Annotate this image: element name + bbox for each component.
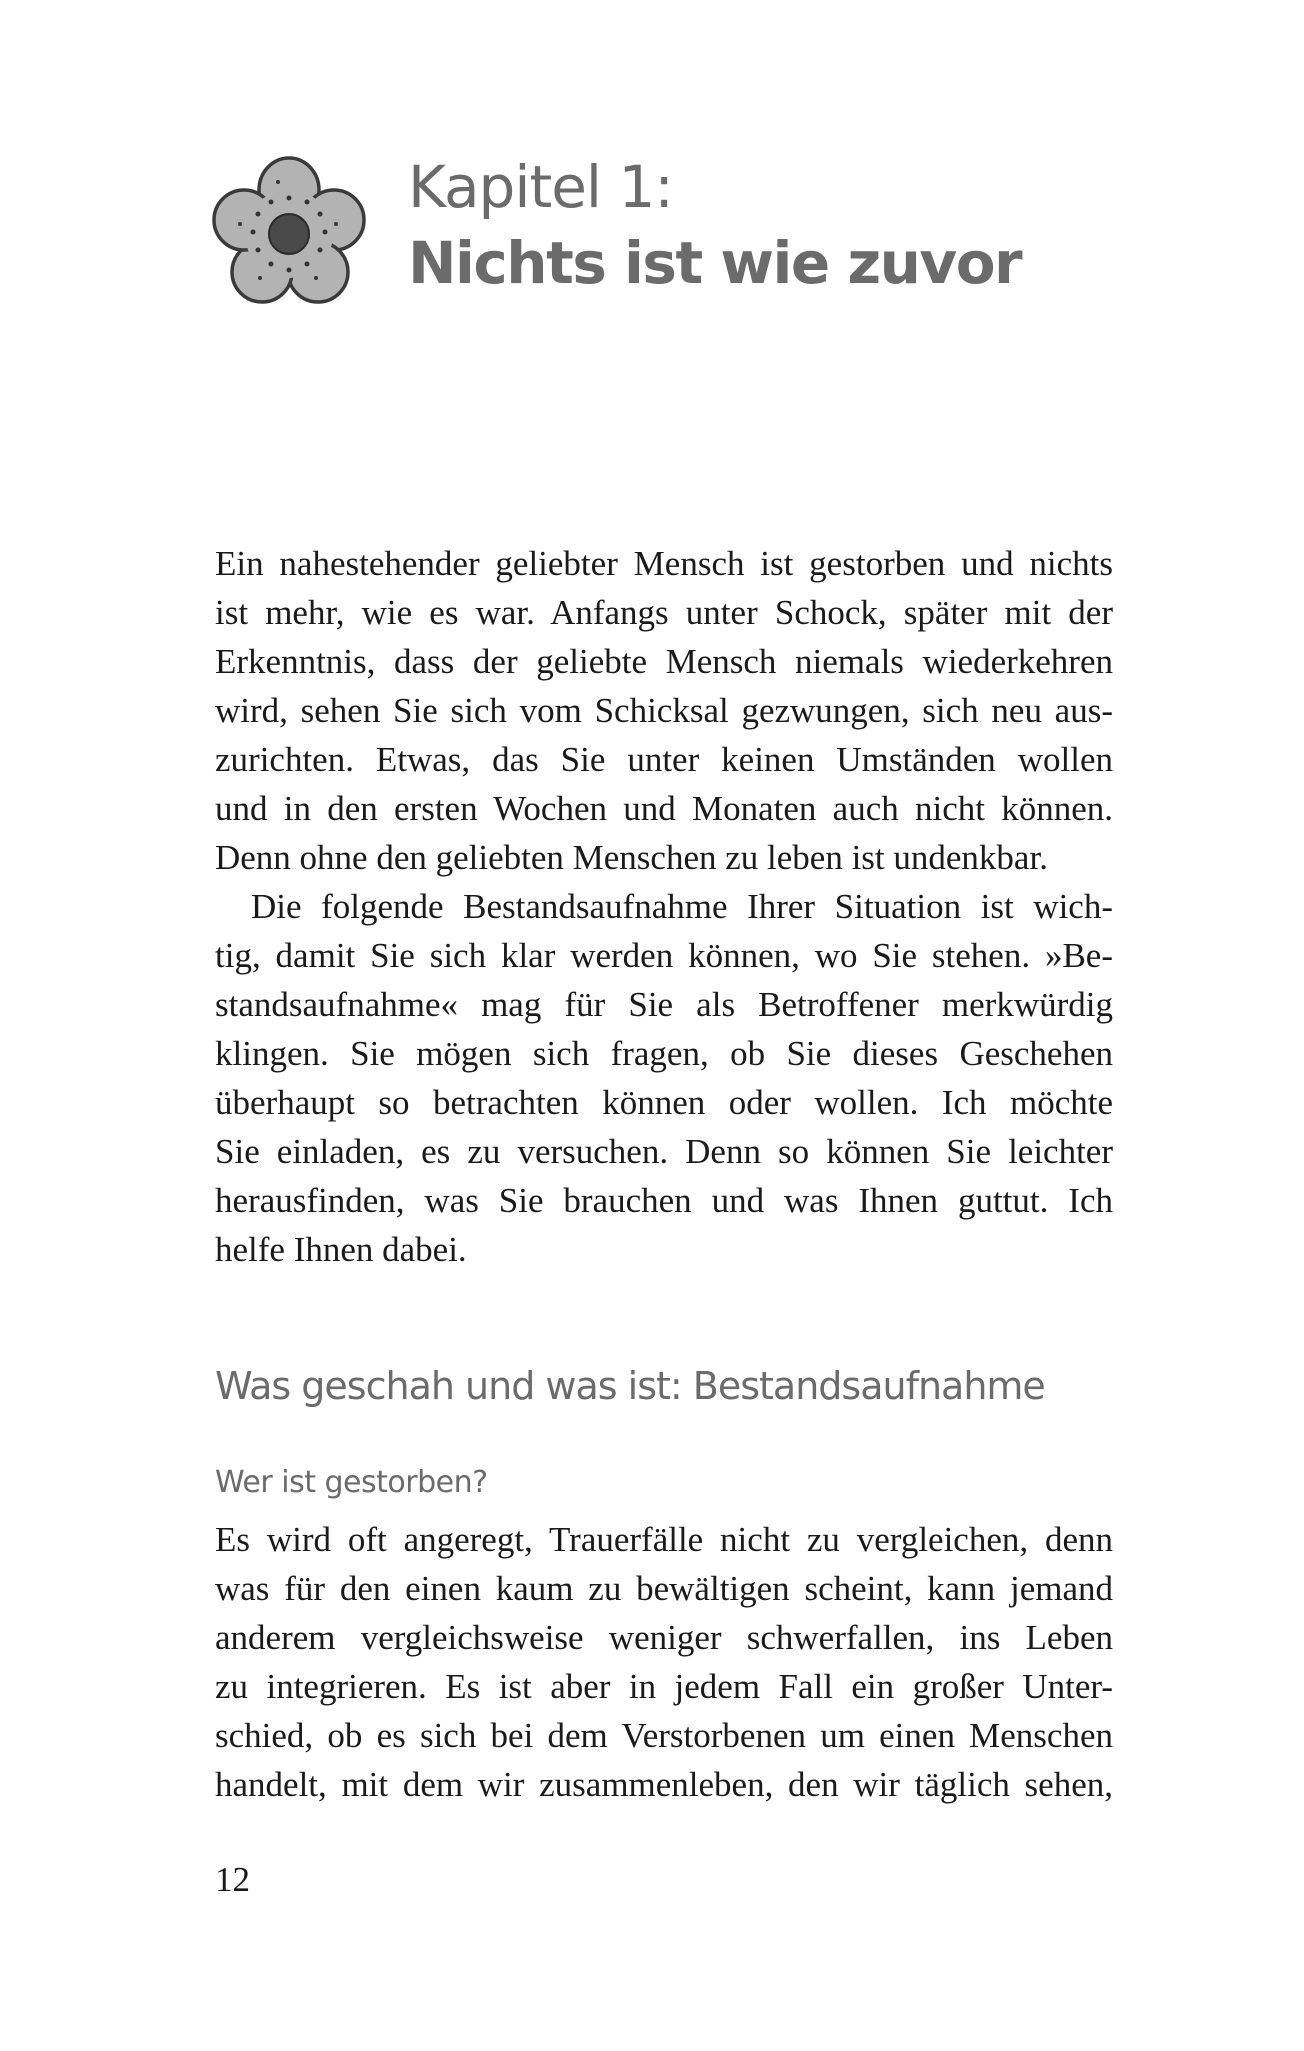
text-line: schied, ob es sich bei dem Verstorbenen um einen Menschen xyxy=(215,1716,1113,1755)
text-line: Sie einladen, es zu versuchen. Denn so können Sie leichter xyxy=(215,1132,1113,1171)
text-line: und in den ersten Wochen und Monaten auch nicht können. xyxy=(215,789,1113,828)
subsection-heading: Wer ist gestorben? xyxy=(215,1465,488,1500)
text-line: Ein nahestehender geliebter Mensch ist gestorben und nichts xyxy=(215,544,1113,583)
page-number: 12 xyxy=(215,1860,250,1899)
text-line: ist mehr, wie es war. Anfangs unter Schock, später mit der xyxy=(215,593,1113,632)
text-line: tig, damit Sie sich klar werden können, wo Sie stehen. »Be- xyxy=(215,936,1113,975)
text-line: Erkenntnis, dass der geliebte Mensch niemals wiederkehren xyxy=(215,642,1113,681)
text-line: anderem vergleichsweise weniger schwerfallen, ins Leben xyxy=(215,1618,1113,1657)
text-line: zurichten. Etwas, das Sie unter keinen Umständen wollen xyxy=(215,740,1113,779)
text-line: überhaupt so betrachten können oder wollen. Ich möchte xyxy=(215,1083,1113,1122)
text-line: helfe Ihnen dabei. xyxy=(215,1230,467,1269)
text-line: was für den einen kaum zu bewältigen scheint, kann jemand xyxy=(215,1569,1113,1608)
section-text xyxy=(215,1515,1113,1809)
chapter-title: Nichts ist wie zuvor xyxy=(408,229,1022,297)
text-line: zu integrieren. Es ist aber in jedem Fall ein großer Unter- xyxy=(215,1667,1113,1706)
text-line: herausfinden, was Sie brauchen und was Ihnen guttut. Ich xyxy=(215,1181,1113,1220)
intro-text xyxy=(215,539,1113,1274)
text-line: handelt, mit dem wir zusammenleben, den wir täglich sehen, xyxy=(215,1765,1113,1804)
section-heading: Was geschah und was ist: Bestandsaufnahme xyxy=(215,1364,1045,1408)
text-line: Es wird oft angeregt, Trauerfälle nicht zu vergleichen, denn xyxy=(215,1520,1113,1559)
text-line: Denn ohne den geliebten Menschen zu leben ist undenkbar. xyxy=(215,838,1048,877)
text-line: Die folgende Bestandsaufnahme Ihrer Situation ist wich- xyxy=(251,887,1113,926)
text-line: standsaufnahme« mag für Sie als Betroffener merkwürdig xyxy=(215,985,1113,1024)
flower-icon xyxy=(212,154,367,309)
chapter-label: Kapitel 1: xyxy=(408,153,673,221)
chapter-heading xyxy=(408,153,1108,297)
text-line: klingen. Sie mögen sich fragen, ob Sie dieses Geschehen xyxy=(215,1034,1113,1073)
text-line: wird, sehen Sie sich vom Schicksal gezwungen, sich neu aus- xyxy=(215,691,1113,730)
